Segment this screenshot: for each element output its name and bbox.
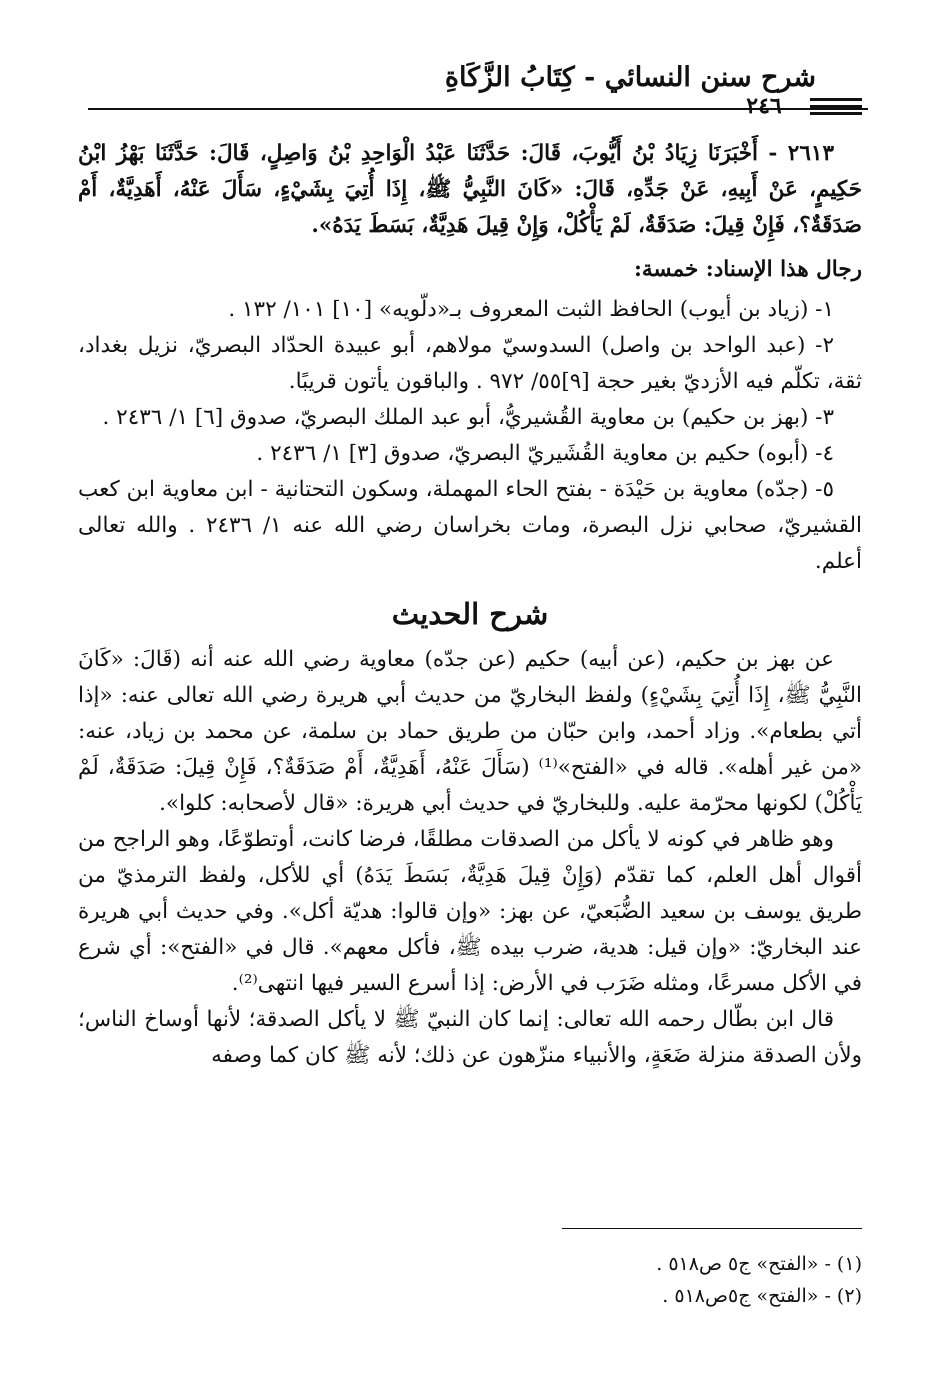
page-number-rule-3 (810, 112, 862, 115)
page-body (78, 136, 862, 1074)
hadith-text: ٢٦١٣ - أَخْبَرَنَا زِيَادُ بْنُ أَيُّوبَ، قَالَ: حَدَّثَنَا عَبْدُ الْوَاحِدِ بْنُ وَاصِلٍ، قَالَ: حَدَّثَنَا بَهْزُ ابْنُ حَكِيمٍ، عَنْ أَبِيهِ، عَنْ جَدِّهِ، قَالَ: «كَانَ النَّبِيُّ ﷺ، إِذَا أُتِيَ بِشَيْءٍ، سَأَلَ عَنْهُ، أَهَدِيَّةٌ، أَمْ صَدَقَةٌ؟، فَإِنْ قِيلَ: صَدَقَةٌ، لَمْ يَأْكُلْ، وَإِنْ قِيلَ هَدِيَّةٌ، بَسَطَ يَدَهُ». (78, 141, 862, 238)
running-header-title: شرح سنن النسائي - كِتَابُ الزَّكَاةِ (444, 62, 816, 93)
commentary-heading: شرح الحديث (391, 597, 549, 631)
narrator-item: ٢- (عبد الواحد بن واصل) السدوسيّ مولاهم، أبو عبيدة الحدّاد البصريّ، نزيل بغداد، ثقة، تكلّم فيه الأزديّ بغير حجة [٩]٥٥/ ٩٧٢ . والباقون يأتون قريبًا. (78, 333, 862, 394)
footnotes (300, 1248, 862, 1312)
page-number-rule-2 (810, 105, 862, 108)
page-number-rule-1 (810, 98, 862, 101)
narrator-item: ٥- (جدّه) معاوية بن حَيْدَة - بفتح الحاء المهملة، وسكون التحتانية - ابن معاوية ابن كعب القشيريّ، صحابي نزل البصرة، ومات بخراسان رضي الله عنه ١/ ٢٤٣٦ . والله تعالى أعلم. (78, 477, 862, 574)
footnote-separator (562, 1228, 862, 1229)
commentary-paragraph: وهو ظاهر في كونه لا يأكل من الصدقات مطلقًا، فرضا كانت، أوتطوّعًا، وهو الراجح من أقوال أهل العلم، كما تقدّم (وَإِنْ قِيلَ هَدِيَّةٌ، بَسَطَ يَدَهُ) أي للأكل، ولفظ الترمذيّ من طريق يوسف بن سعيد الضُّبَعيّ، عن بهز: «وإن قالوا: هديّة أكل». وفي حديث أبي هريرة عند البخاريّ: «وإن قيل: هدية، ضرب بيده ﷺ، فأكل معهم». قال في «الفتح»: أي شرع في الأكل مسرعًا، ومثله ضَرَب في الأرض: إذا أسرع السير فيها انتهى⁽²⁾. (78, 827, 862, 996)
narrator-item: ١- (زياد بن أيوب) الحافظ الثبت المعروف بـ«دلّويه» [١٠] ١٠١/ ١٣٢ . (228, 297, 834, 322)
footnote: (١) - «الفتح» ج٥ ص٥١٨ . (656, 1253, 862, 1275)
footnote: (٢) - «الفتح» ج٥ص٥١٨ . (662, 1285, 862, 1307)
narrator-item: ٣- (بهز بن حكيم) بن معاوية القُشيريُّ، أبو عبد الملك البصريّ، صدوق [٦] ١/ ٢٤٣٦ . (102, 405, 834, 430)
narrators-heading: رجال هذا الإسناد: خمسة: (633, 257, 862, 282)
page-number: ٢٤٦ (746, 93, 782, 119)
commentary-paragraph: قال ابن بطّال رحمه الله تعالى: إنما كان النبيّ ﷺ لا يأكل الصدقة؛ لأنها أوساخ الناس؛ ولأن الصدقة منزلة ضَعَةٍ، والأنبياء منزّهون عن ذلك؛ لأنه ﷺ كان كما وصفه (78, 1007, 862, 1068)
commentary-paragraph: عن بهز بن حكيم، (عن أبيه) حكيم (عن جدّه) معاوية رضي الله عنه أنه (قَالَ: «كَانَ النَّبِيُّ ﷺ، إِذَا أُتِيَ بِشَيْءٍ) ولفظ البخاريّ من حديث أبي هريرة رضي الله تعالى عنه: «إذا أتي بطعام». وزاد أحمد، وابن حبّان من طريق حماد بن سلمة، عن محمد بن زياد، عنه: «من غير أهله». قاله في «الفتح»⁽¹⁾ (سَأَلَ عَنْهُ، أَهَدِيَّةٌ، أَمْ صَدَقَةٌ؟، فَإِنْ قِيلَ: صَدَقَةٌ، لَمْ يَأْكُلْ) لكونها محرّمة عليه. وللبخاريّ في حديث أبي هريرة: «قال لأصحابه: كلوا». (78, 647, 862, 816)
narrator-item: ٤- (أبوه) حكيم بن معاوية القُشَيريّ البصريّ، صدوق [٣] ١/ ٢٤٣٦ . (256, 441, 834, 466)
